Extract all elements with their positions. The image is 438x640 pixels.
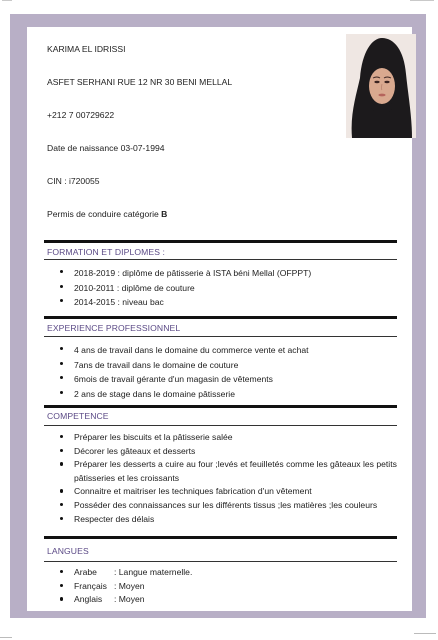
list-item: Préparer les biscuits et la pâtisserie salée <box>58 431 398 445</box>
list-item: Posséder des connaissances sur les différents tissus ;les matières ;les couleurs <box>58 499 398 513</box>
list-item: 4 ans de travail dans le domaine du commerce vente et achat <box>58 343 309 358</box>
langues-list <box>58 566 192 607</box>
list-item: 2 ans de stage dans le domaine pâtisserie <box>58 387 309 402</box>
section-divider <box>44 316 397 319</box>
birth-date: Date de naissance 03-07-1994 <box>47 143 165 153</box>
language-name: Anglais <box>74 594 103 605</box>
section-divider <box>44 405 397 408</box>
langues-title: LANGUES <box>47 546 89 556</box>
list-item: Respecter des délais <box>58 513 398 527</box>
list-item: Préparer les desserts a cuire au four ;levés et feuilletés comme les gâteaux les petits pâtisseries et les croissants <box>58 458 398 485</box>
section-underline <box>44 336 397 337</box>
formation-list <box>58 266 311 310</box>
list-item <box>58 593 192 607</box>
profile-photo-icon <box>346 34 416 138</box>
list-item: 2018-2019 : diplôme de pâtisserie à ISTA béni Mellal (OFPPT) <box>58 266 311 281</box>
driving-license-label: Permis de conduire catégorie <box>47 209 162 219</box>
section-underline <box>44 425 397 426</box>
language-level: : Moyen <box>114 580 145 591</box>
list-item: Décorer les gâteaux et desserts <box>58 445 398 459</box>
scan-mark <box>2 0 12 1</box>
scan-mark <box>414 633 436 634</box>
profile-photo <box>346 34 416 138</box>
list-item: Connaitre et maitriser les techniques fabrication d'un vêtement <box>58 485 398 499</box>
list-item <box>58 566 192 580</box>
full-name: KARIMA EL IDRISSI <box>47 44 126 54</box>
language-level: : Langue maternelle. <box>114 567 193 577</box>
competence-title: COMPETENCE <box>47 411 109 421</box>
section-underline <box>44 259 397 260</box>
scan-mark <box>410 0 434 1</box>
list-item: 7ans de travail dans le domaine de couture <box>58 358 309 373</box>
phone-number: +212 7 00729622 <box>47 110 115 120</box>
language-name: Arabe <box>74 567 97 577</box>
cin-number: CIN : i720055 <box>47 176 100 186</box>
scan-mark <box>0 637 12 638</box>
language-name: Français <box>74 580 107 591</box>
driving-license-category: B <box>161 209 168 219</box>
competence-list <box>58 431 398 526</box>
driving-license <box>47 209 167 219</box>
section-underline <box>44 561 397 562</box>
list-item: 2014-2015 : niveau bac <box>58 295 311 310</box>
address: ASFET SERHANI RUE 12 NR 30 BENI MELLAL <box>47 77 233 87</box>
experience-title: EXPERIENCE PROFESSIONNEL <box>47 323 181 333</box>
section-divider <box>44 536 397 539</box>
formation-title: FORMATION ET DIPLOMES : <box>47 247 166 257</box>
list-item: 2010-2011 : diplôme de couture <box>58 281 311 296</box>
language-level: : Moyen <box>114 594 145 605</box>
list-item: 6mois de travail gérante d'un magasin de vêtements <box>58 372 309 387</box>
section-divider <box>44 240 397 243</box>
list-item <box>58 580 192 594</box>
experience-list <box>58 343 309 401</box>
